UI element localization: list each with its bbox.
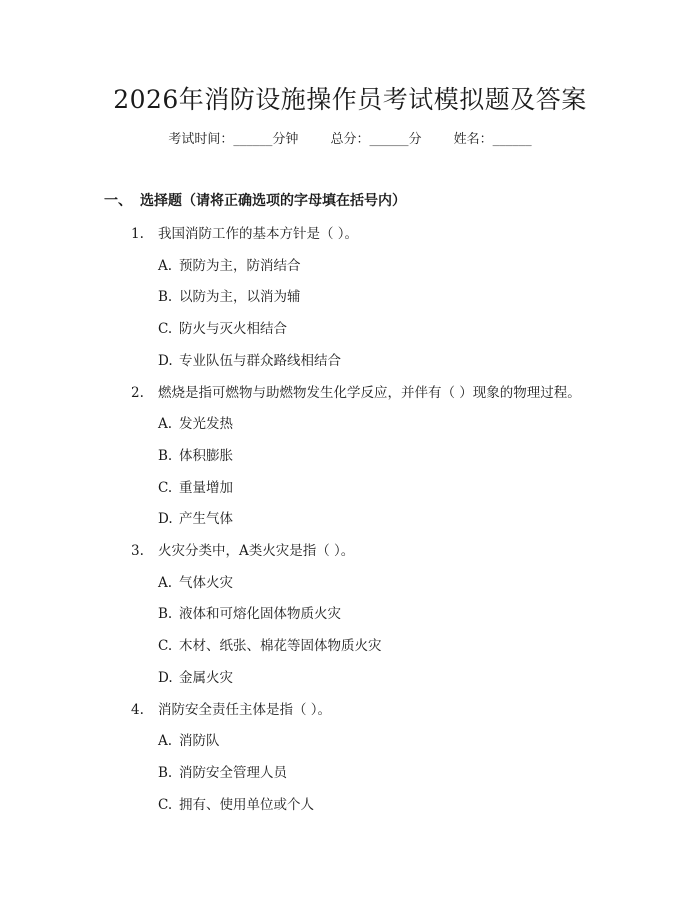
exam-time-blank: ______ (233, 132, 273, 147)
total-score-label: 总分： (330, 132, 370, 147)
question-4 (131, 700, 331, 720)
option-letter: B. (158, 289, 173, 306)
option-text: 气体火灾 (179, 574, 233, 591)
question-text: 消防安全责任主体是指（ ）。 (158, 701, 332, 718)
option-letter: D. (158, 511, 173, 528)
option-letter: A. (158, 733, 173, 750)
question-text: 火灾分类中，A类火灾是指（ ）。 (158, 543, 355, 559)
option-text: 金属火灾 (179, 669, 233, 686)
option-text: 防火与灭火相结合 (179, 321, 287, 338)
total-score-blank: ______ (369, 132, 409, 147)
name-label: 姓名： (453, 132, 493, 147)
document-title: 2026年消防设施操作员考试模拟题及答案 (113, 85, 587, 114)
option-letter: C. (158, 638, 173, 655)
option-letter: B. (158, 764, 173, 781)
question-number: 4. (131, 701, 144, 718)
question-text: 燃烧是指可燃物与助燃物发生化学反应，并伴有（ ）现象的物理过程。 (158, 384, 581, 401)
option-letter: D. (158, 352, 173, 369)
question-2-option-a (158, 414, 233, 434)
exam-time-field (168, 132, 298, 147)
question-3 (131, 541, 354, 561)
question-number: 1. (131, 226, 144, 242)
exam-time-unit: 分钟 (272, 132, 299, 147)
option-text: 木材、纸张、棉花等固体物质火灾 (179, 638, 382, 655)
option-letter: B. (158, 447, 173, 464)
exam-info-line (0, 130, 700, 150)
total-score-unit: 分 (408, 132, 422, 147)
option-letter: C. (158, 479, 173, 496)
option-text: 重量增加 (179, 479, 233, 496)
exam-time-label: 考试时间： (168, 132, 234, 147)
option-letter: A. (158, 257, 173, 274)
option-text: 以防为主，以消为辅 (179, 289, 301, 306)
option-letter: B. (158, 606, 173, 623)
question-2-option-b (158, 446, 233, 466)
section-heading (104, 191, 406, 211)
question-2-option-d (158, 509, 233, 529)
question-1-option-d (158, 351, 341, 371)
option-letter: A. (158, 416, 173, 433)
total-score-field (330, 132, 421, 147)
question-number: 2. (131, 384, 144, 401)
option-letter: C. (158, 796, 173, 813)
option-text: 消防安全管理人员 (179, 764, 287, 781)
question-1-option-b (158, 287, 301, 307)
question-2 (131, 383, 581, 403)
name-field (454, 132, 532, 147)
option-text: 产生气体 (179, 511, 233, 528)
question-1 (131, 224, 358, 244)
question-1-option-a (158, 256, 301, 276)
option-text: 消防队 (179, 733, 220, 750)
option-text: 拥有、使用单位或个人 (179, 796, 314, 813)
section-number: 一、 (104, 193, 132, 209)
question-3-option-a (158, 573, 233, 593)
question-1-option-c (158, 319, 287, 339)
section-title: 选择题（请将正确选项的字母填在括号内） (140, 193, 406, 209)
question-3-option-d (158, 668, 233, 688)
question-4-option-a (158, 731, 220, 751)
question-number: 3. (131, 543, 144, 559)
question-4-option-c (158, 795, 314, 815)
option-letter: C. (158, 321, 173, 338)
option-text: 发光发热 (179, 416, 233, 433)
option-text: 预防为主，防消结合 (179, 257, 301, 274)
question-2-option-c (158, 478, 233, 498)
option-letter: D. (158, 669, 173, 686)
question-4-option-b (158, 763, 287, 783)
option-letter: A. (158, 574, 173, 591)
name-blank: ______ (492, 132, 532, 147)
question-text: 我国消防工作的基本方针是（ ）。 (158, 226, 359, 242)
question-3-option-b (158, 604, 341, 624)
option-text: 体积膨胀 (179, 447, 233, 464)
question-3-option-c (158, 636, 382, 656)
option-text: 液体和可熔化固体物质火灾 (179, 606, 341, 623)
option-text: 专业队伍与群众路线相结合 (179, 352, 341, 369)
